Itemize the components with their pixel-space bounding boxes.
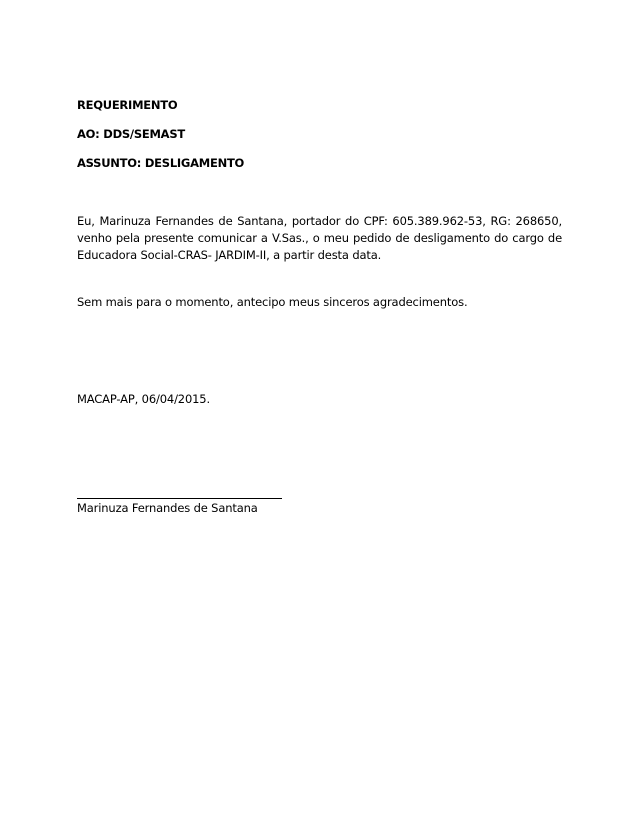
place-date: MACAP-AP, 06/04/2015. [77,392,210,406]
document-title: REQUERIMENTO [77,98,178,112]
signatory-name: Marinuza Fernandes de Santana [77,501,258,515]
recipient-line: AO: DDS/SEMAST [77,127,185,141]
request-paragraph: Eu, Marinuza Fernandes de Santana, portador do CPF: 605.389.962-53, RG: 268650, venho pela presente comunicar a V.Sas., o meu pedido de desligamento do cargo de Educadora Social-CRAS- JARDIM-II, a partir desta data. [77,214,562,262]
subject-line: ASSUNTO: DESLIGAMENTO [77,156,245,170]
signature-line [77,498,282,499]
closing-paragraph: Sem mais para o momento, antecipo meus sinceros agradecimentos. [77,295,468,309]
